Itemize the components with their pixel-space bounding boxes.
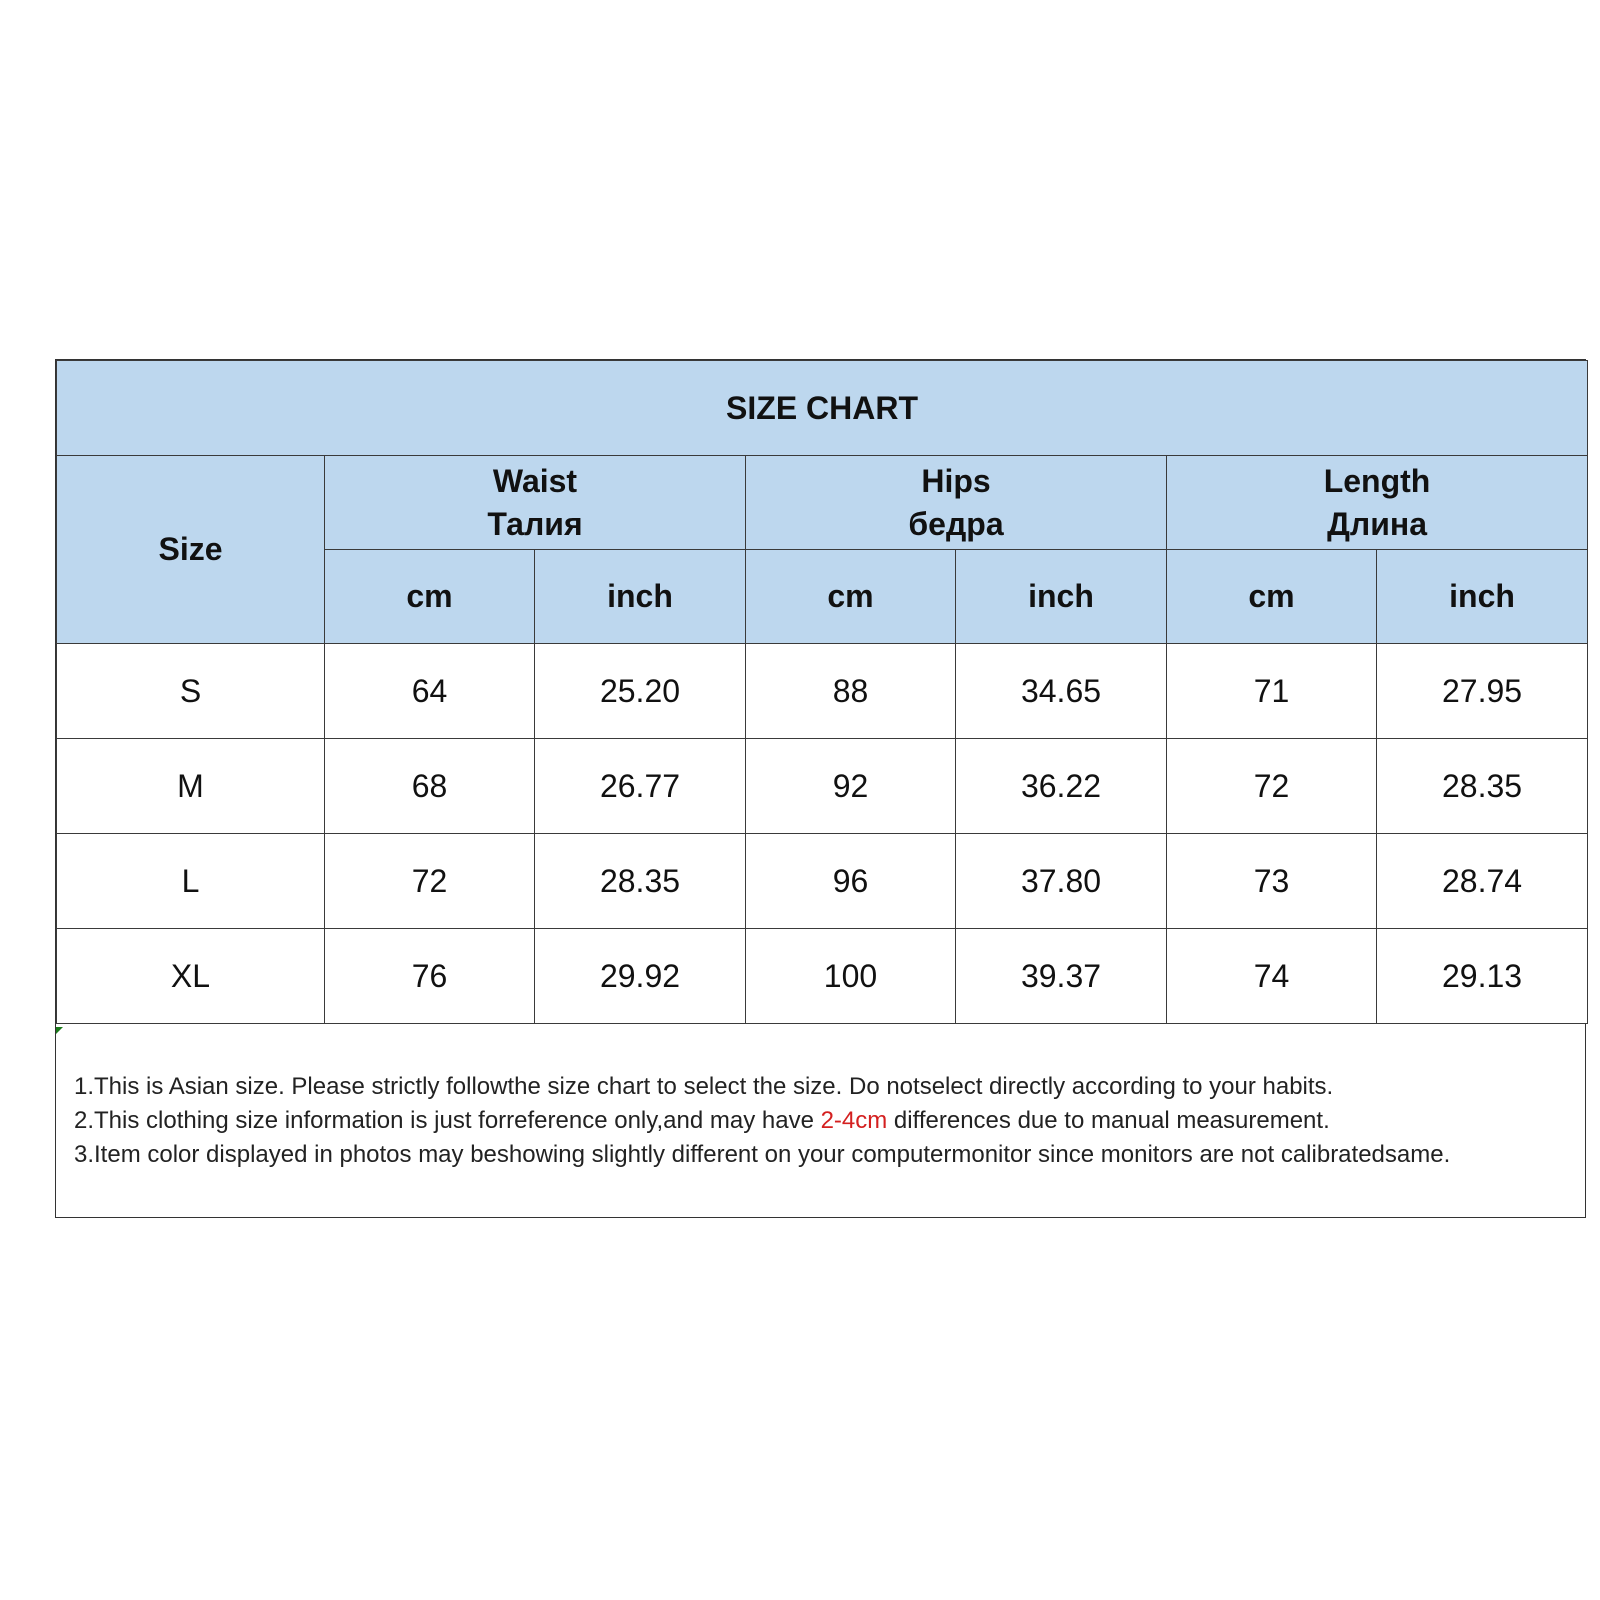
note-text: 2.This clothing size information is just forreference only,and may have <box>74 1107 821 1134</box>
table-cell: 96 <box>746 834 956 929</box>
table-cell: 28.35 <box>1377 739 1588 834</box>
size-table <box>56 360 1588 1024</box>
group-name: Waist <box>492 462 578 499</box>
size-label: XL <box>57 929 325 1024</box>
table-cell: 25.20 <box>535 644 746 739</box>
note-line: 1.This is Asian size. Please strictly followthe size chart to select the size. Do notselect directly according to your habits. <box>74 1073 1334 1100</box>
corner-mark <box>56 1027 63 1034</box>
table-cell: 26.77 <box>535 739 746 834</box>
unit-header: inch <box>535 550 746 644</box>
table-cell: 68 <box>325 739 535 834</box>
group-name-ru: бедра <box>908 505 1004 542</box>
table-cell: 71 <box>1167 644 1377 739</box>
table-cell: 73 <box>1167 834 1377 929</box>
chart-title: SIZE CHART <box>57 361 1588 456</box>
group-name-ru: Длина <box>1327 505 1427 542</box>
table-cell: 27.95 <box>1377 644 1588 739</box>
note-line: 3.Item color displayed in photos may beshowing slightly different on your computermonitor since monitors are not calibratedsame. <box>74 1141 1451 1168</box>
table-cell: 88 <box>746 644 956 739</box>
table-cell: 72 <box>325 834 535 929</box>
table-row <box>57 834 1588 929</box>
table-cell: 92 <box>746 739 956 834</box>
unit-header: inch <box>1377 550 1588 644</box>
group-header-length <box>1167 456 1588 550</box>
table-row <box>57 644 1588 739</box>
table-cell: 37.80 <box>956 834 1167 929</box>
group-name-ru: Талия <box>487 505 583 542</box>
table-cell: 74 <box>1167 929 1377 1024</box>
unit-header: inch <box>956 550 1167 644</box>
unit-header: cm <box>746 550 956 644</box>
table-cell: 72 <box>1167 739 1377 834</box>
table-row <box>57 739 1588 834</box>
note-highlight: 2-4cm <box>820 1107 888 1134</box>
size-chart <box>55 359 1586 1218</box>
table-cell: 64 <box>325 644 535 739</box>
table-row <box>57 929 1588 1024</box>
table-cell: 29.92 <box>535 929 746 1024</box>
group-name: Length <box>1323 462 1431 499</box>
table-cell: 28.74 <box>1377 834 1588 929</box>
size-label: S <box>57 644 325 739</box>
table-cell: 34.65 <box>956 644 1167 739</box>
notes <box>74 1070 1585 1172</box>
group-header-waist <box>325 456 746 550</box>
table-cell: 28.35 <box>535 834 746 929</box>
table-cell: 100 <box>746 929 956 1024</box>
size-label: L <box>57 834 325 929</box>
table-cell: 29.13 <box>1377 929 1588 1024</box>
group-header-hips <box>746 456 1167 550</box>
unit-header: cm <box>1167 550 1377 644</box>
unit-header: cm <box>325 550 535 644</box>
group-name: Hips <box>921 462 991 499</box>
size-label: M <box>57 739 325 834</box>
table-cell: 39.37 <box>956 929 1167 1024</box>
size-header: Size <box>57 456 325 644</box>
note-text: differences due to manual measurement. <box>887 1107 1330 1134</box>
note-line <box>74 1104 1585 1138</box>
table-cell: 36.22 <box>956 739 1167 834</box>
table-cell: 76 <box>325 929 535 1024</box>
